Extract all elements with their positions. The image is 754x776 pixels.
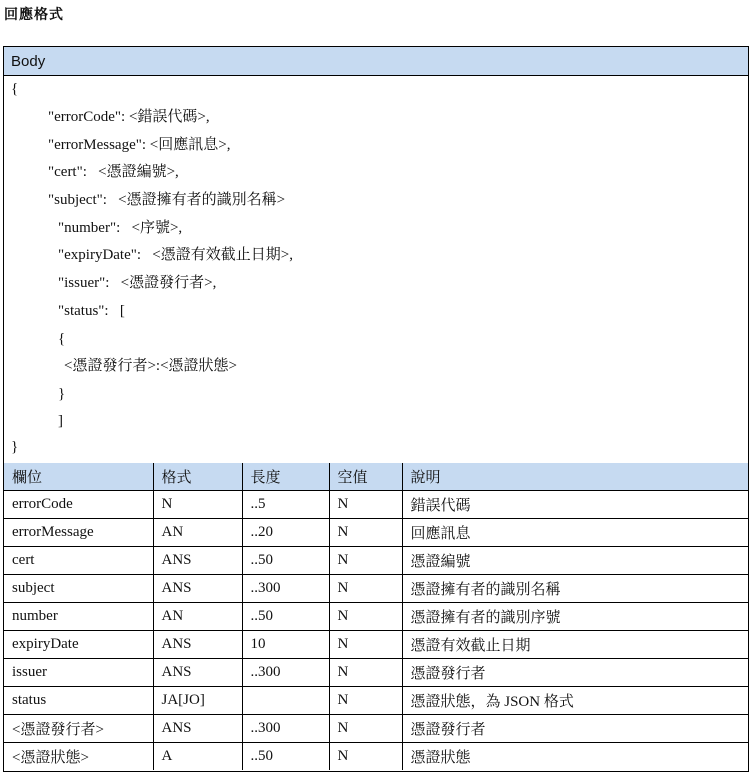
table-cell: ANS <box>153 547 242 575</box>
table-row <box>4 715 748 743</box>
code-line: { <box>11 81 19 97</box>
table-cell: N <box>329 519 402 547</box>
table-cell: N <box>329 743 402 771</box>
table-cell: N <box>329 575 402 603</box>
table-cell: ..300 <box>242 659 329 687</box>
table-cell: N <box>329 715 402 743</box>
table-row <box>4 547 748 575</box>
table-cell: ..50 <box>242 603 329 631</box>
table-cell: AN <box>153 519 242 547</box>
table-cell: 10 <box>242 631 329 659</box>
table-row <box>4 575 748 603</box>
table-cell: subject <box>4 575 153 603</box>
table-row <box>4 519 748 547</box>
table-cell: N <box>329 687 402 715</box>
code-line: "cert": <憑證編號>, <box>48 164 179 180</box>
table-cell: ANS <box>153 575 242 603</box>
table-cell: ..20 <box>242 519 329 547</box>
field-spec-table <box>4 463 748 770</box>
table-cell: issuer <box>4 659 153 687</box>
code-line: "subject": <憑證擁有者的識別名稱> <box>48 192 286 208</box>
table-cell: A <box>153 743 242 771</box>
table-cell <box>242 687 329 715</box>
body-header: Body <box>4 47 748 76</box>
table-cell: ANS <box>153 631 242 659</box>
table-cell: <憑證發行者> <box>4 715 153 743</box>
table-cell: expiryDate <box>4 631 153 659</box>
table-row <box>4 603 748 631</box>
code-line: { <box>58 331 66 347</box>
column-header: 格式 <box>153 463 242 491</box>
table-row <box>4 687 748 715</box>
table-cell: JA[JO] <box>153 687 242 715</box>
code-line: "status": [ <box>58 303 125 319</box>
table-header-row <box>4 463 748 491</box>
table-cell: ..300 <box>242 575 329 603</box>
table-cell: N <box>329 491 402 519</box>
table-cell: errorMessage <box>4 519 153 547</box>
table-cell: errorCode <box>4 491 153 519</box>
table-cell: status <box>4 687 153 715</box>
table-cell: 憑證編號 <box>402 547 748 575</box>
table-row <box>4 631 748 659</box>
code-line: ] <box>58 413 63 429</box>
table-cell: ..50 <box>242 547 329 575</box>
code-line: "number": <序號>, <box>58 220 183 236</box>
code-line: "errorMessage": <回應訊息>, <box>48 137 231 153</box>
json-code-block <box>4 76 748 462</box>
table-cell: ANS <box>153 659 242 687</box>
table-cell: number <box>4 603 153 631</box>
table-cell: ..50 <box>242 743 329 771</box>
table-cell: 憑證狀態 <box>402 743 748 771</box>
column-header: 說明 <box>402 463 748 491</box>
table-cell: 憑證擁有者的識別名稱 <box>402 575 748 603</box>
table-cell: 憑證發行者 <box>402 659 748 687</box>
table-cell: 憑證發行者 <box>402 715 748 743</box>
table-cell: <憑證狀態> <box>4 743 153 771</box>
column-header: 空值 <box>329 463 402 491</box>
table-cell: 憑證擁有者的識別序號 <box>402 603 748 631</box>
table-cell: ..5 <box>242 491 329 519</box>
table-cell: ANS <box>153 715 242 743</box>
table-row <box>4 743 748 771</box>
response-format-box <box>3 46 749 772</box>
code-line: <憑證發行者>:<憑證狀態> <box>64 358 238 374</box>
table-cell: 回應訊息 <box>402 519 748 547</box>
code-line: "expiryDate": <憑證有效截止日期>, <box>58 247 293 263</box>
column-header: 長度 <box>242 463 329 491</box>
table-row <box>4 659 748 687</box>
table-cell: N <box>329 603 402 631</box>
table-cell: 錯誤代碼 <box>402 491 748 519</box>
table-row <box>4 491 748 519</box>
table-cell: N <box>329 631 402 659</box>
code-line: } <box>11 439 19 455</box>
code-line: "issuer": <憑證發行者>, <box>58 275 217 291</box>
section-heading: 回應格式 <box>4 7 64 23</box>
table-cell: AN <box>153 603 242 631</box>
table-cell: 憑證狀態，為 JSON 格式 <box>402 687 748 715</box>
code-line: "errorCode": <錯誤代碼>, <box>48 109 210 125</box>
table-cell: cert <box>4 547 153 575</box>
table-cell: ..300 <box>242 715 329 743</box>
table-cell: N <box>329 547 402 575</box>
table-cell: N <box>329 659 402 687</box>
code-line: } <box>58 386 66 402</box>
table-cell: N <box>153 491 242 519</box>
column-header: 欄位 <box>4 463 153 491</box>
table-cell: 憑證有效截止日期 <box>402 631 748 659</box>
